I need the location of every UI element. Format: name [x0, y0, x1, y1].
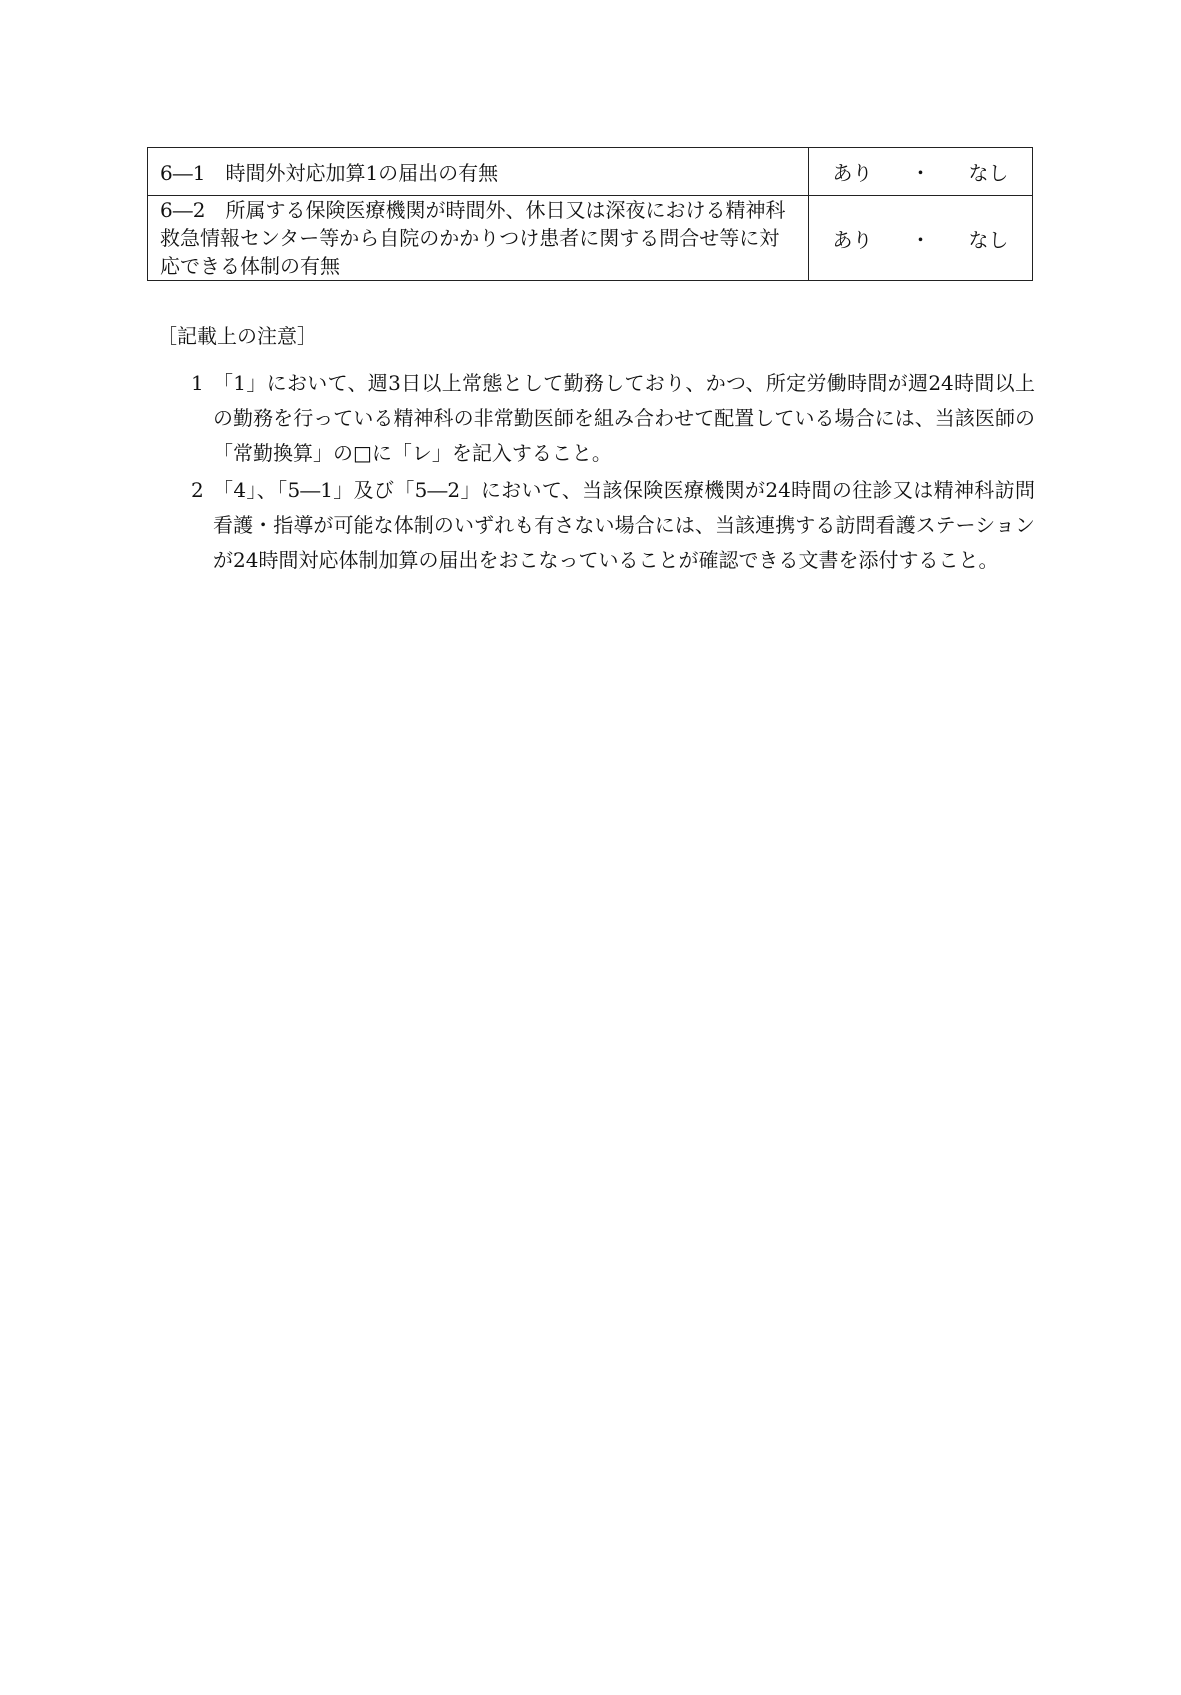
question-cell: 6―2 所属する保険医療機関が時間外、休日又は深夜における精神科救急情報センター等から自院のかかりつけ患者に関する問合せ等に対応できる体制の有無 [148, 196, 809, 281]
note-text: 「1」において、週3日以上常態として勤務しており、かつ、所定労働時間が週24時間以上の勤務を行っている精神科の非常勤医師を組み合わせて配置している場合には、当該医師の「常勤換算」の□に「レ」を記入すること。 [213, 371, 1035, 465]
answer-separator: ・ [910, 227, 931, 252]
answer-no: なし [968, 161, 1009, 185]
note-item [155, 473, 1035, 578]
answer-yes: あり [832, 227, 873, 252]
note-text: 「4」、「5―1」及び「5―2」において、当該保険医療機関が24時間の往診又は精神科訪問看護・指導が可能な体制のいずれも有さない場合には、当該連携する訪問看護ステーションが24時間対応体制加算の届出をおこなっていることが確認できる文書を添付すること。 [213, 478, 1035, 572]
answer-separator: ・ [910, 161, 931, 185]
note-number: 2 [191, 478, 204, 502]
notes-heading: ［記載上の注意］ [157, 324, 317, 348]
notification-form-table [147, 147, 1033, 281]
note-number: 1 [191, 371, 204, 395]
answer-yes: あり [832, 161, 873, 185]
note-item [155, 366, 1035, 471]
notes-section [155, 318, 1035, 578]
table-row [148, 196, 1033, 281]
answer-cell [809, 148, 1033, 196]
answer-cell [809, 196, 1033, 281]
question-cell: 6―1 時間外対応加算1の届出の有無 [148, 148, 809, 196]
table-row [148, 148, 1033, 196]
answer-no: なし [968, 227, 1009, 252]
